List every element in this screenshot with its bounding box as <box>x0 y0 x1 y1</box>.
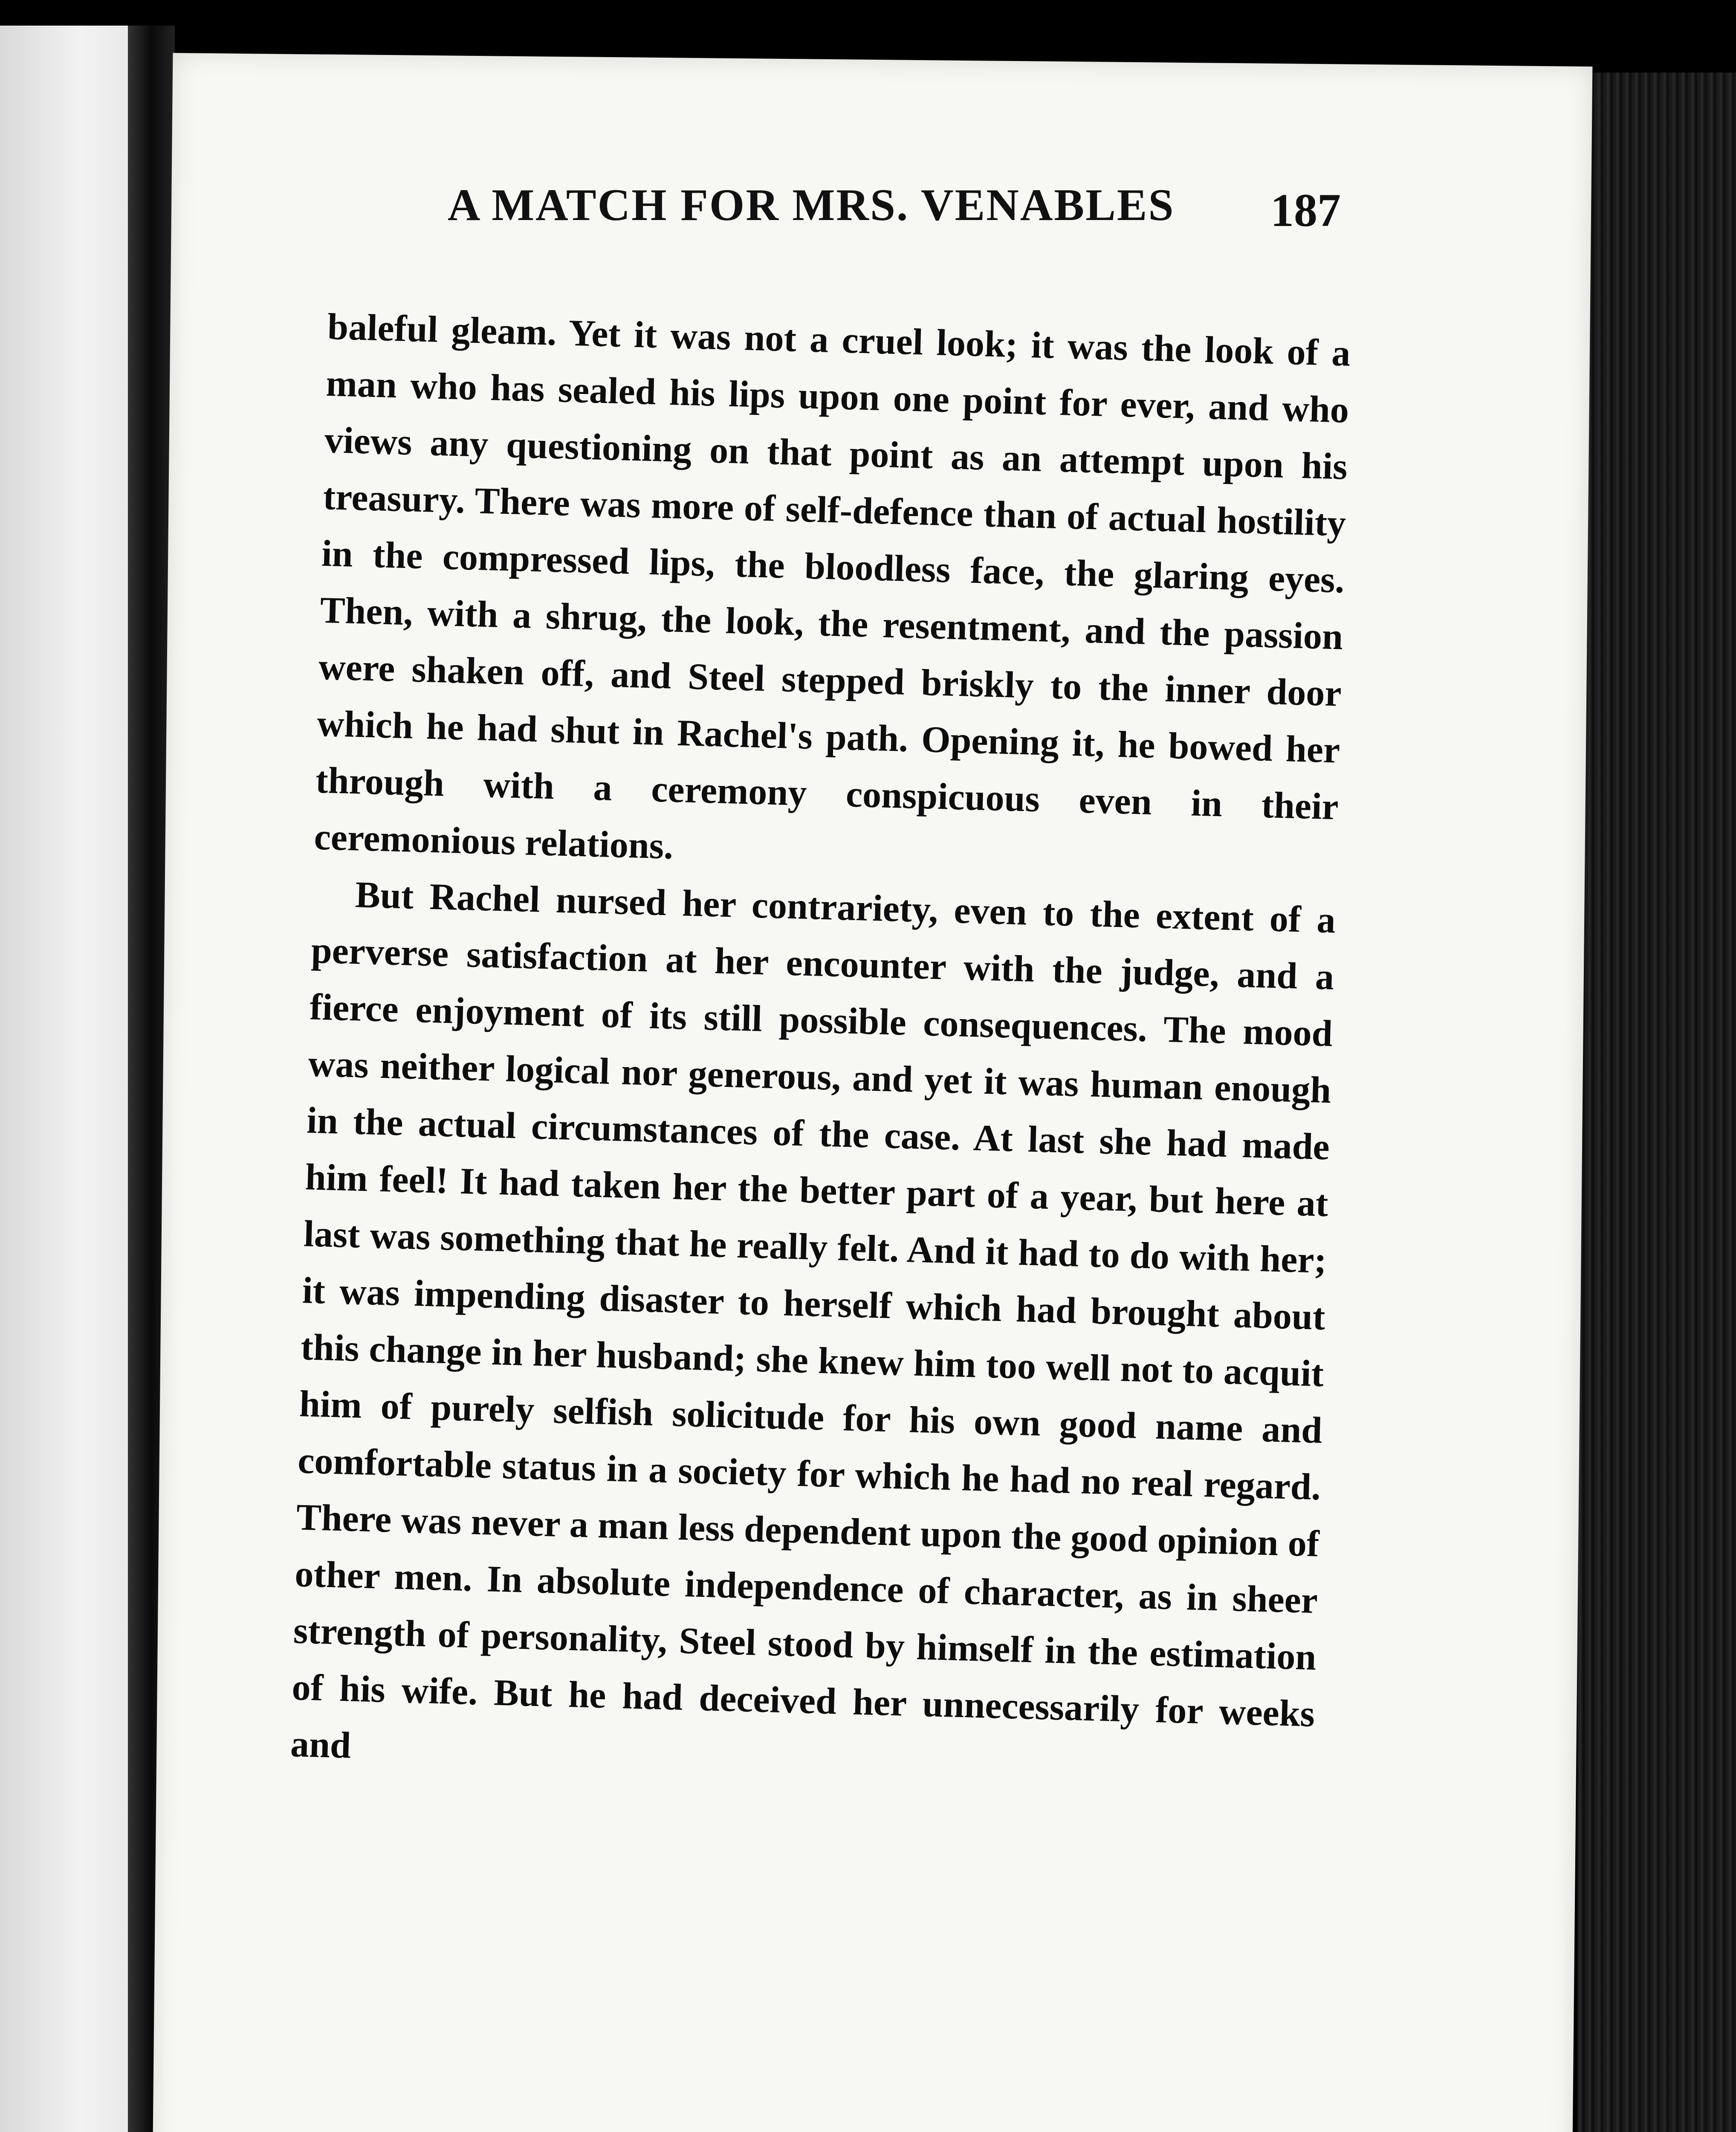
page-number: 187 <box>1270 184 1341 236</box>
facing-page-edge <box>0 26 147 2132</box>
body-text <box>289 298 1351 1799</box>
running-head: A MATCH FOR MRS. VENABLES <box>448 180 1175 230</box>
paragraph-2: But Rachel nursed her contrariety, even to the extent of a perverse satisfaction at her encounter with the judge, and a fierce enjoyment of its still possible consequences. The mood was neither logical nor generous, and yet it was human enough in the actual circumstances of the case. At last she had made him feel! It had taken her the better part of a year, but here at last was something that he really felt. And it had to do with her; it was impending disaster to herself which had brought about this change in her husband; she knew him too well not to acquit him of purely selfish solicitude for his own good name and comfortable status in a society for which he had no real regard. There was never a man less dependent upon the good opinion of other men. In absolute independence of character, as in sheer strength of personality, Steel stood by himself in the estimation of his wife. But he had deceived her unnecessarily for weeks and <box>289 874 1336 1767</box>
paragraph-1: baleful gleam. Yet it was not a cruel look; it was the look of a man who has sealed his lips upon one point for ever, and who views any questioning on that point as an attempt upon his treasury. There was more of self-defence than of actual hostility in the compressed lips, the bloodless face, the glaring eyes. Then, with a shrug, the look, the resentment, and the passion were shaken off, and Steel stepped briskly to the inner door which he had shut in Rachel's path. Opening it, he bowed her through with a ceremony conspicuous even in their ceremonious relations. <box>313 306 1351 867</box>
page-edges <box>1577 72 1736 2132</box>
